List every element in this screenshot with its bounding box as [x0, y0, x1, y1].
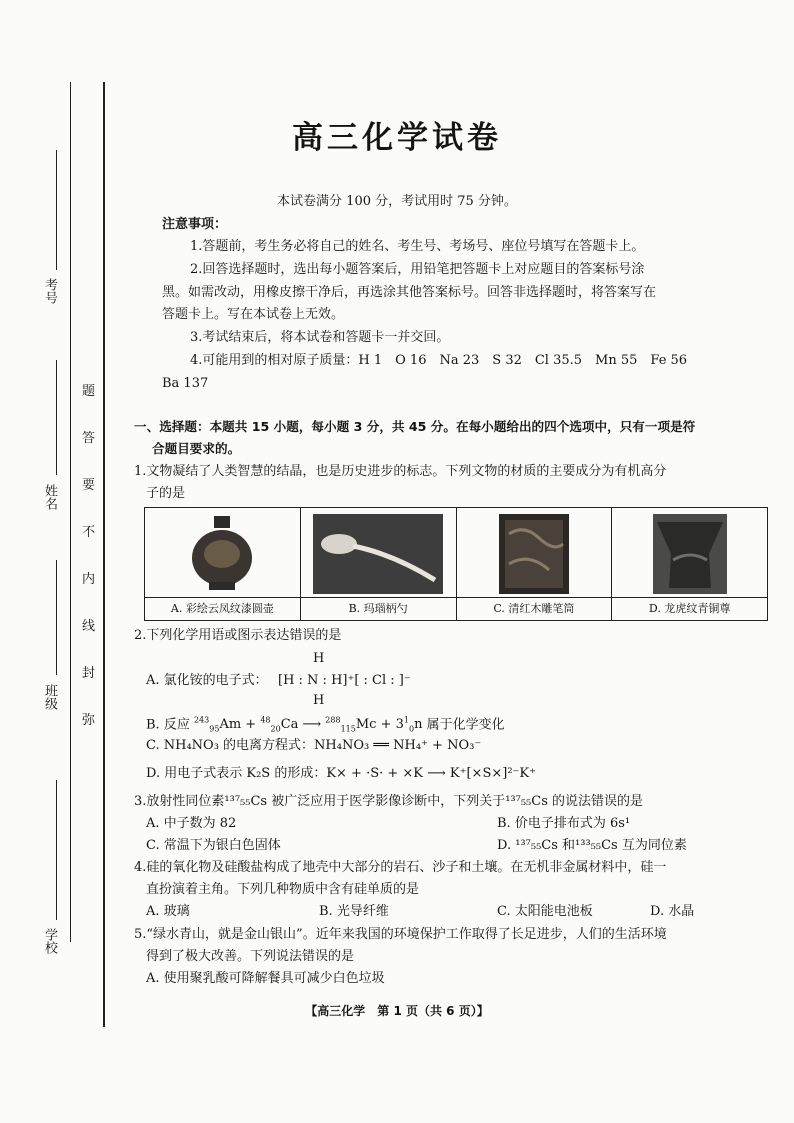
- q3-option-d: D. ¹³⁷₅₅Cs 和¹³³₅₅Cs 互为同位素: [497, 838, 687, 853]
- field-line: [56, 780, 57, 920]
- page-title: 高三化学试卷: [292, 120, 502, 156]
- seal-char: 不: [82, 525, 96, 540]
- margin-rule-inner: [103, 82, 105, 1027]
- field-name: 姓名: [42, 484, 57, 510]
- notice-item: Ba 137: [162, 376, 209, 391]
- question-5: 5.“绿水青山，就是金山银山”。近年来我国的环境保护工作取得了长足进步，人们的生活环境: [134, 927, 667, 942]
- field-school: 学校: [42, 928, 57, 954]
- seal-char: 弥: [82, 713, 96, 728]
- field-line: [56, 360, 57, 475]
- q2-option-b: [146, 712, 505, 739]
- seal-char: 答: [82, 431, 96, 446]
- question-5: 得到了极大改善。下列说法错误的是: [146, 949, 355, 964]
- q3-option-a: A. 中子数为 82: [146, 816, 237, 831]
- agate-spoon-image: [313, 514, 443, 594]
- q2-option-a-top: H: [313, 651, 325, 666]
- option-caption: C. 清红木雕笔筒: [457, 597, 612, 620]
- notice-heading: 注意事项：: [162, 217, 228, 232]
- notice-item: 2.回答选择题时，选出每小题答案后，用铅笔把答题卡上对应题目的答案标号涂: [190, 262, 645, 277]
- section-heading: 一、选择题：本题共 15 小题，每小题 3 分，共 45 分。在每小题给出的四个选项中，只有一项是符: [134, 419, 696, 434]
- notice-item: 1.答题前，考生务必将自己的姓名、考生号、考场号、座位号填写在答题卡上。: [190, 239, 645, 254]
- lacquer-pot-image: [187, 514, 257, 592]
- q4-option-a: A. 玻璃: [146, 904, 190, 919]
- q2-option-a-formula: [H : N : H]⁺[ : Cl : ]⁻: [278, 673, 411, 688]
- section-heading: 合题目要求的。: [152, 441, 241, 456]
- seal-char: 线: [82, 619, 96, 634]
- q2-option-d: D. 用电子式表示 K₂S 的形成：K× + ·S· + ×K ⟶ K⁺[×S×]²⁻K⁺: [146, 766, 536, 781]
- seal-char: 内: [82, 572, 96, 587]
- question-4: 直扮演着主角。下列几种物质中含有硅单质的是: [146, 882, 420, 897]
- q3-option-c: C. 常温下为银白色固体: [146, 838, 281, 853]
- q2-option-a: A. 氯化铵的电子式：: [146, 673, 268, 688]
- option-d-cell: [612, 508, 767, 620]
- question-3: 3.放射性同位素¹³⁷₅₅Cs 被广泛应用于医学影像诊断中，下列关于¹³⁷₅₅Cs 的说法错误的是: [134, 794, 644, 809]
- artifact-table: [144, 507, 768, 621]
- notice-item: 黑。如需改动，用橡皮擦干净后，再选涂其他答案标号。回答非选择题时，将答案写在: [162, 285, 657, 300]
- margin-rule-outer: [70, 82, 71, 942]
- bronze-vessel-image: [653, 514, 727, 594]
- option-c-cell: [457, 508, 613, 620]
- q5-option-a: A. 使用聚乳酸可降解餐具可减少白色垃圾: [146, 971, 385, 986]
- notice-item: 3.考试结束后，将本试卷和答题卡一并交回。: [190, 330, 450, 345]
- option-b-cell: [301, 508, 457, 620]
- question-2: 2.下列化学用语或图示表达错误的是: [134, 628, 342, 643]
- q2-option-c: C. NH₄NO₃ 的电离方程式：NH₄NO₃ ══ NH₄⁺ + NO₃⁻: [146, 738, 482, 753]
- option-caption: D. 龙虎纹青铜尊: [612, 597, 767, 620]
- q4-option-c: C. 太阳能电池板: [497, 904, 593, 919]
- q2-b-label: B. 反应: [146, 717, 190, 733]
- seal-char: 封: [82, 666, 96, 681]
- option-caption: B. 玛瑙柄勺: [301, 597, 456, 620]
- seal-char: 题: [82, 384, 96, 399]
- q2-option-a-bottom: H: [313, 693, 325, 708]
- seal-char: 要: [82, 478, 96, 493]
- notice-item: 4.可能用到的相对原子质量：H 1 O 16 Na 23 S 32 Cl 35.5 Mn 55 Fe 56: [190, 353, 688, 368]
- q4-option-b: B. 光导纤维: [319, 904, 389, 919]
- question-1: 子的是: [146, 486, 186, 501]
- option-a-cell: [145, 508, 301, 620]
- q2-b-tail: 属于化学变化: [426, 717, 505, 733]
- option-caption: A. 彩绘云凤纹漆圆壶: [145, 597, 300, 620]
- question-4: 4.硅的氧化物及硅酸盐构成了地壳中大部分的岩石、沙子和土壤。在无机非金属材料中，硅一: [134, 860, 667, 875]
- exam-info: 本试卷满分 100 分，考试用时 75 分钟。: [277, 194, 517, 209]
- q2-b-equation: $^{243}_{95}$Am + $^{48}_{20}$Ca ⟶ $^{288}_{115}Mc + 3^1_0n$: [193, 716, 427, 734]
- page-footer: 【高三化学 第 1 页（共 6 页）】: [305, 1004, 489, 1018]
- binding-margin: [0, 0, 120, 1123]
- brush-holder-image: [499, 514, 569, 594]
- field-exam-number: 考号: [42, 278, 57, 304]
- notice-item: 答题卡上。写在本试卷上无效。: [162, 307, 345, 322]
- field-line: [56, 560, 57, 675]
- q4-option-d: D. 水晶: [650, 904, 695, 919]
- question-1: 1.文物凝结了人类智慧的结晶，也是历史进步的标志。下列文物的材质的主要成分为有机高分: [134, 464, 667, 479]
- q3-option-b: B. 价电子排布式为 6s¹: [497, 816, 631, 831]
- field-class: 班级: [42, 684, 57, 710]
